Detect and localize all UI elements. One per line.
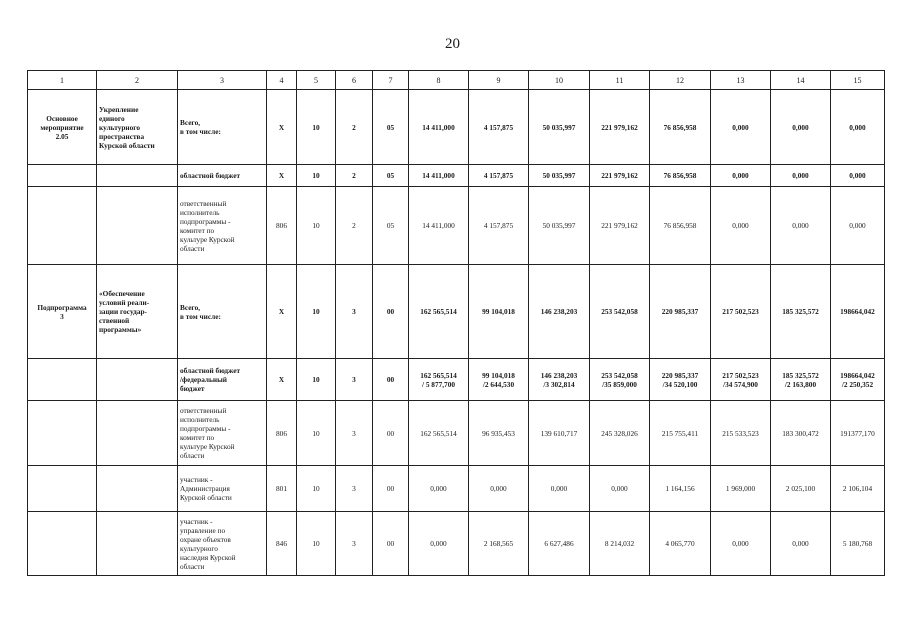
table-cell-col3: участник - Администрация Курской области xyxy=(178,466,267,512)
table-cell-col2 xyxy=(97,359,178,401)
table-cell-col8: 14 411,000 xyxy=(409,187,469,265)
header-cell: 15 xyxy=(831,71,885,90)
table-row xyxy=(28,512,885,576)
table-cell-col7: 00 xyxy=(373,466,409,512)
table-cell-col15: 191377,170 xyxy=(831,401,885,466)
table-cell-col9: 99 104,018 xyxy=(469,265,529,359)
table-cell-col5: 10 xyxy=(297,90,336,165)
table-cell-col15: 198664,042 xyxy=(831,265,885,359)
header-cell: 6 xyxy=(336,71,373,90)
table-cell-col1: Подпрограмма 3 xyxy=(28,265,97,359)
table-cell-col1: Основное мероприятие 2.05 xyxy=(28,90,97,165)
table-cell-col2 xyxy=(97,466,178,512)
table-cell-col2: «Обеспечение условий реали- зации государ- ственной программы» xyxy=(97,265,178,359)
table-cell-col15: 0,000 xyxy=(831,187,885,265)
table-row xyxy=(28,187,885,265)
table-cell-col2 xyxy=(97,187,178,265)
table-cell-col13: 217 502,523 xyxy=(711,265,771,359)
table-row xyxy=(28,466,885,512)
table-cell-col11: 8 214,032 xyxy=(590,512,650,576)
table-cell-col5: 10 xyxy=(297,187,336,265)
table-cell-col4: Х xyxy=(267,165,297,187)
header-cell: 5 xyxy=(297,71,336,90)
table-cell-col2 xyxy=(97,165,178,187)
table-cell-col14: 185 325,572 xyxy=(771,265,831,359)
table-cell-col6: 3 xyxy=(336,512,373,576)
table-cell-col5: 10 xyxy=(297,466,336,512)
table-cell-col13: 0,000 xyxy=(711,512,771,576)
table-cell-col12: 220 985,337 /34 520,100 xyxy=(650,359,711,401)
table-cell-col15: 0,000 xyxy=(831,90,885,165)
table-cell-col7: 00 xyxy=(373,359,409,401)
table-cell-col15: 5 180,768 xyxy=(831,512,885,576)
table-cell-col11: 253 542,058 xyxy=(590,265,650,359)
header-cell: 9 xyxy=(469,71,529,90)
table-cell-col4: Х xyxy=(267,265,297,359)
table-cell-col13: 215 533,523 xyxy=(711,401,771,466)
table-cell-col10: 50 035,997 xyxy=(529,187,590,265)
table-cell-col12: 4 065,770 xyxy=(650,512,711,576)
header-cell: 10 xyxy=(529,71,590,90)
table-cell-col9: 4 157,875 xyxy=(469,187,529,265)
table-cell-col11: 221 979,162 xyxy=(590,90,650,165)
header-cell: 3 xyxy=(178,71,267,90)
table-cell-col12: 215 755,411 xyxy=(650,401,711,466)
table-row xyxy=(28,401,885,466)
table-cell-col5: 10 xyxy=(297,359,336,401)
table-cell-col15: 198664,042 /2 250,352 xyxy=(831,359,885,401)
table-row xyxy=(28,165,885,187)
table-cell-col3: ответственный исполнитель подпрограммы - комитет по культуре Курской области xyxy=(178,401,267,466)
table-cell-col7: 05 xyxy=(373,187,409,265)
table-row xyxy=(28,90,885,165)
table-cell-col12: 1 164,156 xyxy=(650,466,711,512)
table-cell-col6: 3 xyxy=(336,466,373,512)
table-cell-col2: Укрепление единого культурного пространства Курской области xyxy=(97,90,178,165)
table-cell-col2 xyxy=(97,401,178,466)
table-cell-col10: 50 035,997 xyxy=(529,165,590,187)
table-row xyxy=(28,359,885,401)
table-cell-col12: 220 985,337 xyxy=(650,265,711,359)
header-cell: 11 xyxy=(590,71,650,90)
header-cell: 4 xyxy=(267,71,297,90)
table-cell-col10: 6 627,486 xyxy=(529,512,590,576)
table-cell-col10: 146 238,203 /3 302,814 xyxy=(529,359,590,401)
table-cell-col13: 0,000 xyxy=(711,187,771,265)
table-cell-col13: 0,000 xyxy=(711,165,771,187)
table-cell-col6: 2 xyxy=(336,90,373,165)
table-cell-col3: ответственный исполнитель подпрограммы - комитет по культуре Курской области xyxy=(178,187,267,265)
table-cell-col15: 0,000 xyxy=(831,165,885,187)
table-cell-col7: 00 xyxy=(373,512,409,576)
table-cell-col9: 2 168,565 xyxy=(469,512,529,576)
budget-table xyxy=(27,70,885,576)
table-cell-col1 xyxy=(28,359,97,401)
table-cell-col7: 05 xyxy=(373,165,409,187)
table-cell-col8: 14 411,000 xyxy=(409,165,469,187)
table-cell-col6: 2 xyxy=(336,165,373,187)
table-cell-col14: 0,000 xyxy=(771,512,831,576)
table-cell-col6: 2 xyxy=(336,187,373,265)
table-cell-col11: 245 328,026 xyxy=(590,401,650,466)
table-cell-col7: 00 xyxy=(373,265,409,359)
header-cell: 14 xyxy=(771,71,831,90)
table-cell-col13: 0,000 xyxy=(711,90,771,165)
header-cell: 7 xyxy=(373,71,409,90)
table-cell-col4: 846 xyxy=(267,512,297,576)
table-cell-col8: 0,000 xyxy=(409,512,469,576)
table-cell-col10: 50 035,997 xyxy=(529,90,590,165)
table-cell-col12: 76 856,958 xyxy=(650,187,711,265)
table-cell-col4: Х xyxy=(267,90,297,165)
table-cell-col4: Х xyxy=(267,359,297,401)
table-cell-col9: 96 935,453 xyxy=(469,401,529,466)
table-cell-col4: 806 xyxy=(267,187,297,265)
table-header-row xyxy=(28,71,885,90)
table-cell-col11: 253 542,058 /35 859,000 xyxy=(590,359,650,401)
header-cell: 12 xyxy=(650,71,711,90)
table-cell-col6: 3 xyxy=(336,401,373,466)
table-cell-col14: 0,000 xyxy=(771,165,831,187)
table-cell-col9: 4 157,875 xyxy=(469,90,529,165)
table-cell-col8: 162 565,514 / 5 877,700 xyxy=(409,359,469,401)
table-cell-col12: 76 856,958 xyxy=(650,90,711,165)
table-cell-col14: 0,000 xyxy=(771,187,831,265)
table-cell-col3: участник - управление по охране объектов культурного наследия Курской области xyxy=(178,512,267,576)
table-cell-col9: 99 104,018 /2 644,530 xyxy=(469,359,529,401)
table-cell-col3: Всего, в том числе: xyxy=(178,265,267,359)
header-cell: 13 xyxy=(711,71,771,90)
table-row xyxy=(28,265,885,359)
table-cell-col5: 10 xyxy=(297,512,336,576)
table-cell-col13: 1 969,000 xyxy=(711,466,771,512)
table-cell-col5: 10 xyxy=(297,265,336,359)
table-cell-col7: 00 xyxy=(373,401,409,466)
table-cell-col4: 806 xyxy=(267,401,297,466)
table-cell-col10: 139 610,717 xyxy=(529,401,590,466)
table-cell-col1 xyxy=(28,512,97,576)
table-cell-col5: 10 xyxy=(297,401,336,466)
table-cell-col3: областной бюджет xyxy=(178,165,267,187)
table-cell-col14: 183 300,472 xyxy=(771,401,831,466)
table-cell-col14: 185 325,572 /2 163,800 xyxy=(771,359,831,401)
table-cell-col1 xyxy=(28,466,97,512)
table-cell-col1 xyxy=(28,401,97,466)
page-number: 20 xyxy=(445,36,460,52)
table-cell-col12: 76 856,958 xyxy=(650,165,711,187)
header-cell: 8 xyxy=(409,71,469,90)
table-cell-col6: 3 xyxy=(336,265,373,359)
table-cell-col4: 801 xyxy=(267,466,297,512)
table-cell-col6: 3 xyxy=(336,359,373,401)
table-cell-col10: 0,000 xyxy=(529,466,590,512)
table-cell-col14: 2 025,100 xyxy=(771,466,831,512)
table-cell-col8: 162 565,514 xyxy=(409,265,469,359)
table-cell-col8: 14 411,000 xyxy=(409,90,469,165)
table-cell-col7: 05 xyxy=(373,90,409,165)
table-cell-col1 xyxy=(28,187,97,265)
table-cell-col3: Всего, в том числе: xyxy=(178,90,267,165)
table-cell-col5: 10 xyxy=(297,165,336,187)
table-cell-col1 xyxy=(28,165,97,187)
table-cell-col9: 4 157,875 xyxy=(469,165,529,187)
table-cell-col10: 146 238,203 xyxy=(529,265,590,359)
table-cell-col11: 221 979,162 xyxy=(590,165,650,187)
table-cell-col9: 0,000 xyxy=(469,466,529,512)
table-cell-col15: 2 106,104 xyxy=(831,466,885,512)
table-cell-col13: 217 502,523 /34 574,900 xyxy=(711,359,771,401)
table-cell-col2 xyxy=(97,512,178,576)
header-cell: 2 xyxy=(97,71,178,90)
header-cell: 1 xyxy=(28,71,97,90)
table-cell-col8: 0,000 xyxy=(409,466,469,512)
table-cell-col11: 0,000 xyxy=(590,466,650,512)
table-cell-col3: областной бюджет /федеральный бюджет xyxy=(178,359,267,401)
table-cell-col14: 0,000 xyxy=(771,90,831,165)
table-cell-col11: 221 979,162 xyxy=(590,187,650,265)
table-cell-col8: 162 565,514 xyxy=(409,401,469,466)
